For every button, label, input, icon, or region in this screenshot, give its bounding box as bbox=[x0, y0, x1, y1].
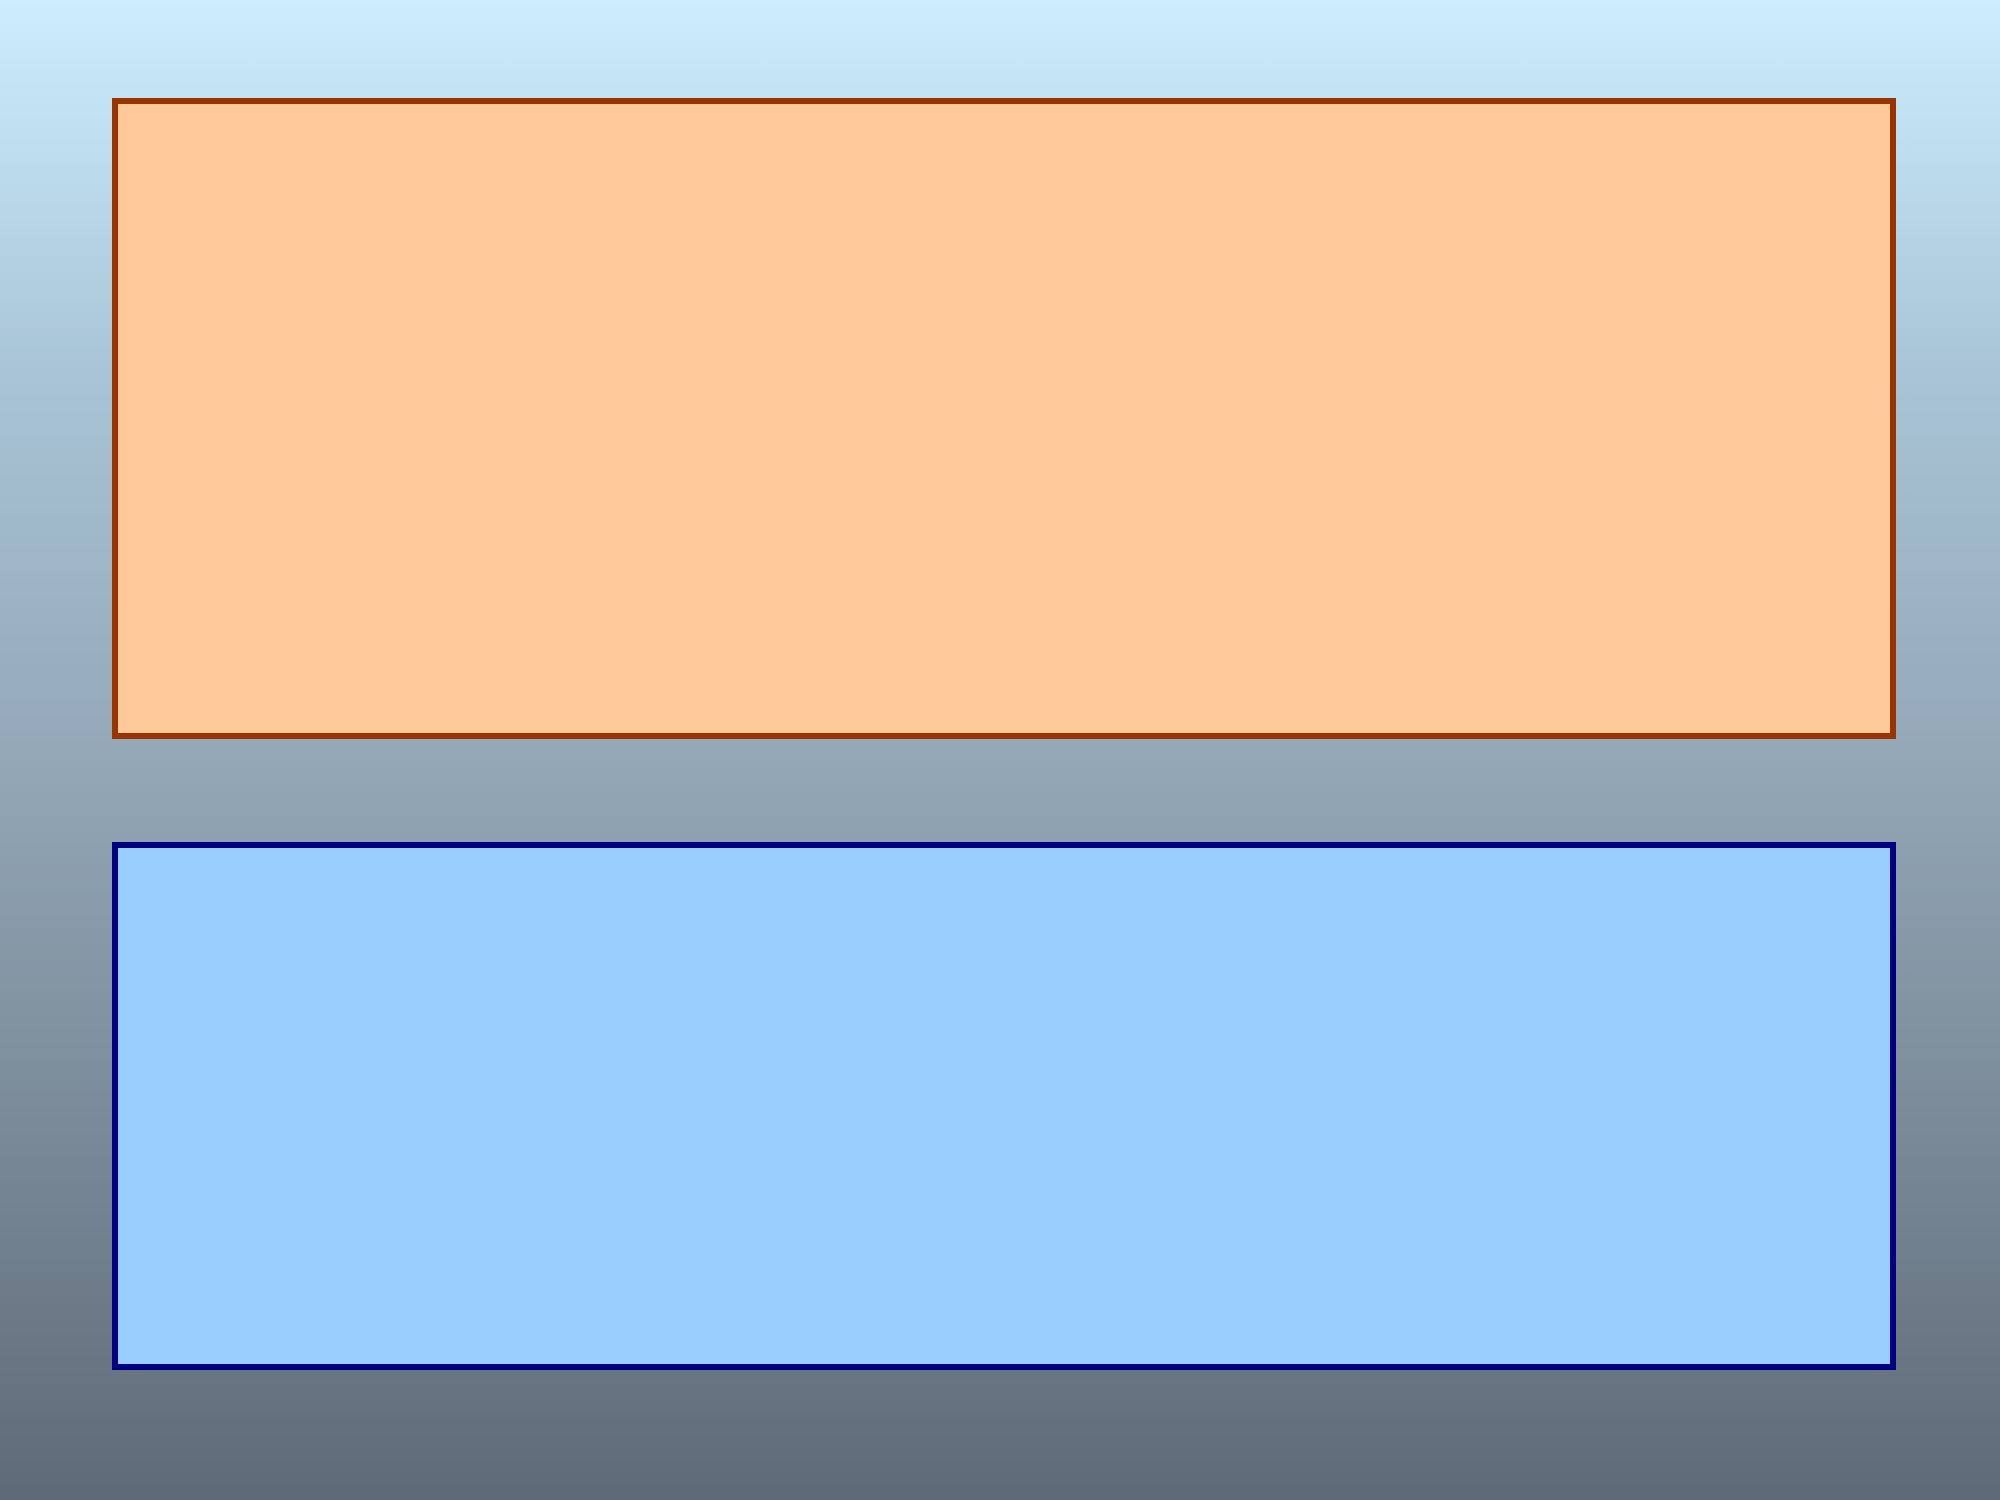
bottom-text-box bbox=[112, 842, 1896, 1370]
top-box-spacer bbox=[140, 118, 1868, 168]
top-text-box bbox=[112, 98, 1896, 739]
bottom-box-spacer bbox=[140, 862, 1868, 918]
